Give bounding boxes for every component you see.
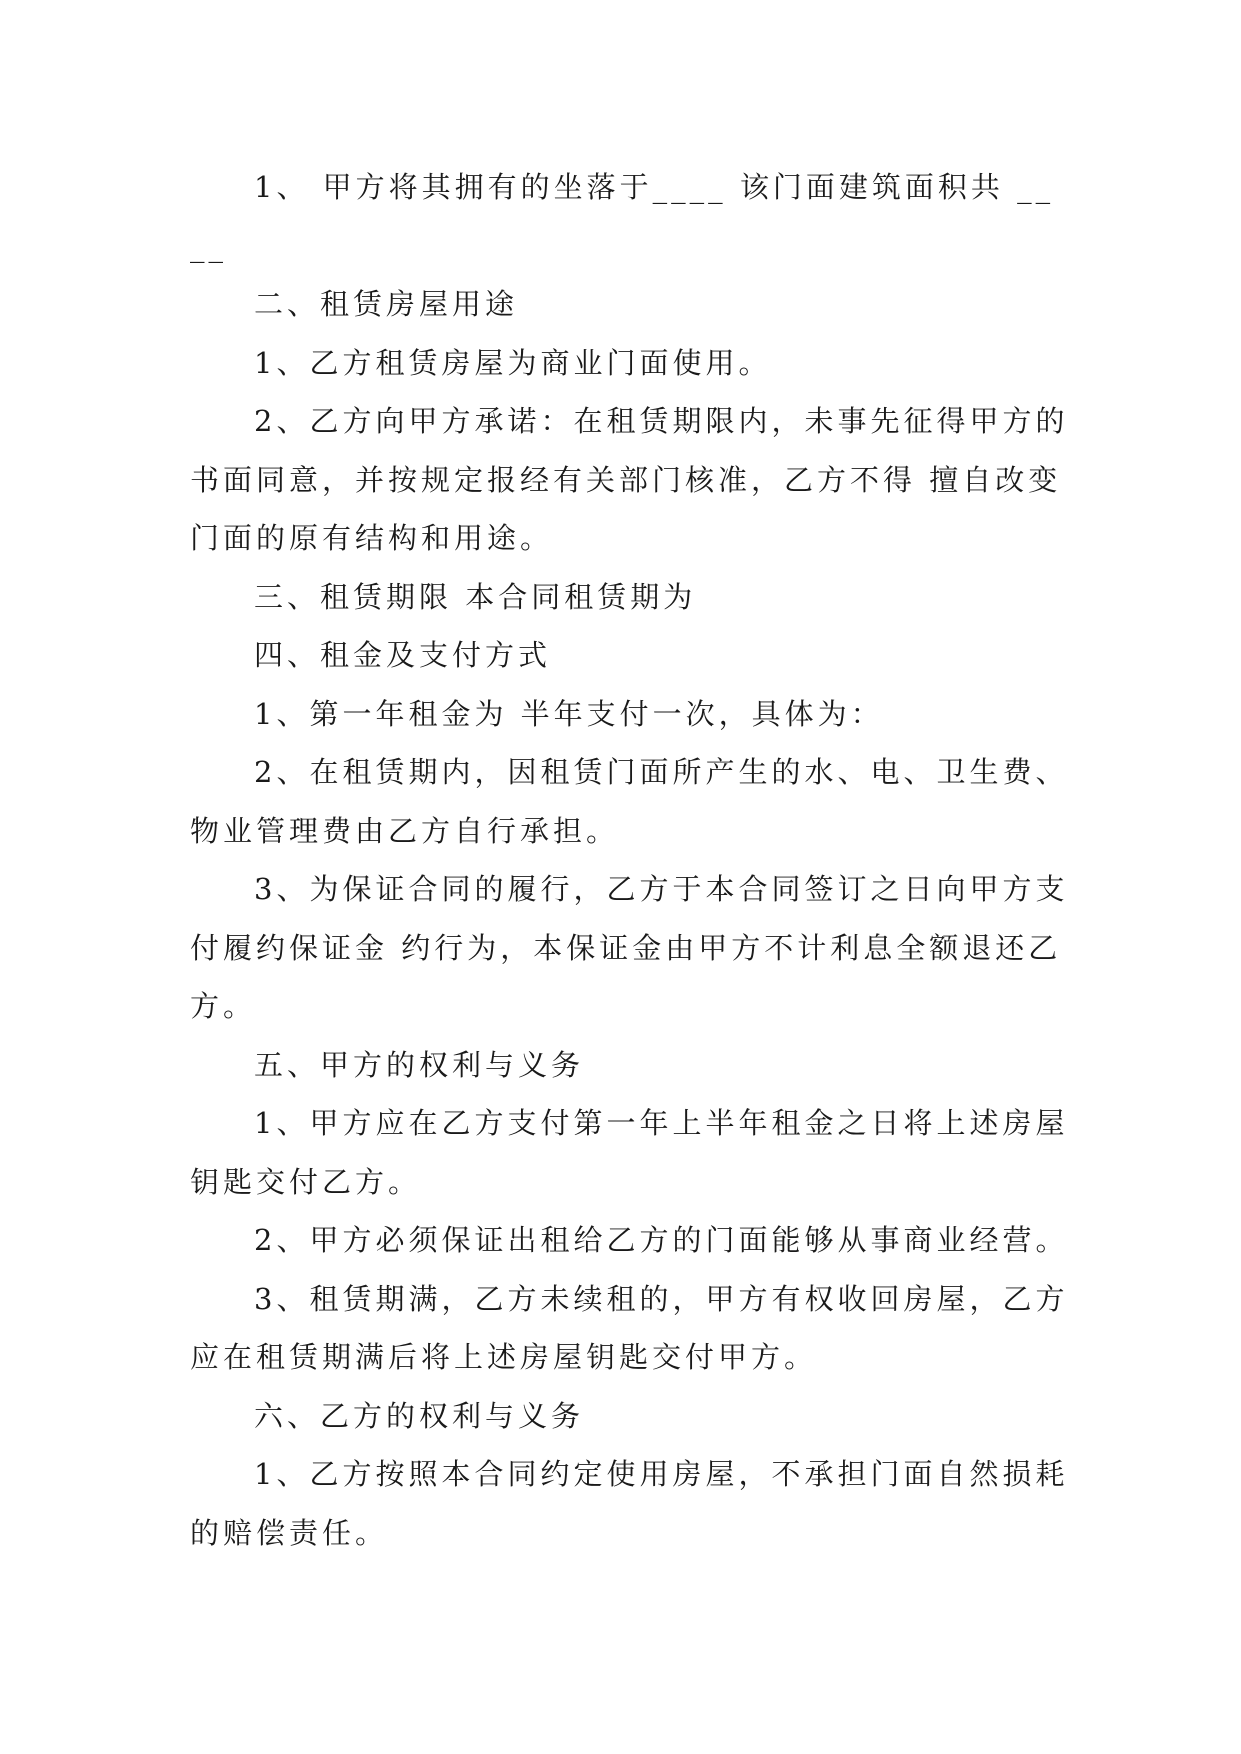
section-heading-purpose: 二、租赁房屋用途 xyxy=(254,287,519,321)
paragraph-first-year-rent: 1、第一年租金为 半年支付一次，具体为： xyxy=(254,696,884,731)
paragraph-structure-promise: 2、乙方向甲方承诺：在租赁期限内，未事先征得甲方的书面同意，并按规定报经有关部门核准，乙方不得 擅自改变门面的原有结构和用途。 xyxy=(190,404,1069,555)
section-heading-term: 三、租赁期限 本合同租赁期为 xyxy=(254,579,697,614)
paragraph-premises: 1、 甲方将其拥有的坐落于____ 该门面建筑面积共 ____ xyxy=(190,170,1055,263)
paragraph-lease-expiry: 3、租赁期满，乙方未续租的，甲方有权收回房屋，乙方应在租赁期满后将上述房屋钥匙交付甲方。 xyxy=(190,1281,1069,1374)
paragraph-commercial-use: 1、乙方租赁房屋为商业门面使用。 xyxy=(254,345,772,380)
paragraph-key-delivery: 1、甲方应在乙方支付第一年上半年租金之日将上述房屋钥匙交付乙方。 xyxy=(190,1106,1069,1199)
paragraph-wear-liability: 1、乙方按照本合同约定使用房屋，不承担门面自然损耗的赔偿责任。 xyxy=(190,1457,1069,1550)
paragraph-deposit: 3、为保证合同的履行，乙方于本合同签订之日向甲方支付履约保证金 约行为，本保证金由甲方不计利息全额退还乙方。 xyxy=(190,872,1069,1023)
paragraph-utilities: 2、在租赁期内，因租赁门面所产生的水、电、卫生费、物业管理费由乙方自行承担。 xyxy=(190,755,1069,848)
section-heading-rent: 四、租金及支付方式 xyxy=(254,638,552,672)
section-heading-party-b: 六、乙方的权利与义务 xyxy=(254,1398,585,1433)
section-heading-party-a: 五、甲方的权利与义务 xyxy=(254,1047,585,1082)
paragraph-business-guarantee: 2、甲方必须保证出租给乙方的门面能够从事商业经营。 xyxy=(254,1223,1069,1257)
document-body xyxy=(190,158,1070,1562)
